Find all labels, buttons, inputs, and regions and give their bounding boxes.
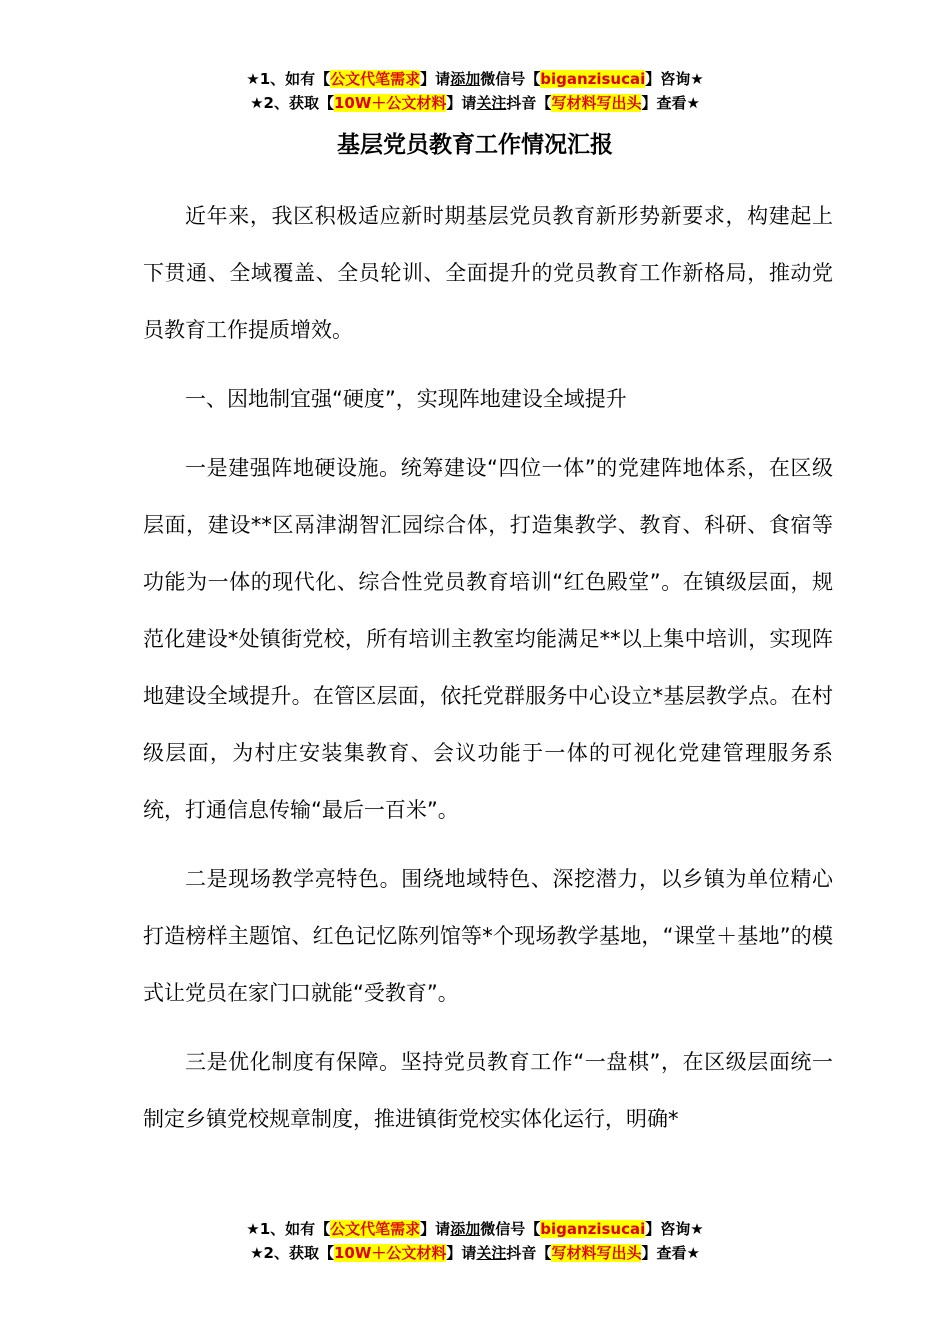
header-promo-line-2: ★2、获取【10W＋公文材料】请关注抖音【写材料写出头】查看★ <box>250 94 700 112</box>
star-icon: ★ <box>250 1244 264 1262</box>
highlight-materials: 10W＋公文材料 <box>333 1244 447 1262</box>
highlight-douyin-id: 写材料写出头 <box>551 1244 642 1262</box>
header-promo-line-1: ★1、如有【公文代笔需求】请添加微信号【biganzisucai】咨询★ <box>246 70 704 88</box>
section-heading-1: 一、因地制宜强“硬度”，实现阵地建设全域提升 <box>185 387 627 411</box>
paragraph-facilities: 一是建强阵地硬设施。统筹建设“四位一体”的党建阵地体系，在区级层面，建设**区鬲津湖智汇园综合体，打造集教学、教育、科研、食宿等功能为一体的现代化、综合性党员教育培训“红色殿堂”。在镇级层面，规范化建设*处镇街党校，所有培训主教室均能满足**以上集中培训，实现阵地建设全域提升。在管区层面，依托党群服务中心设立*基层教学点。在村级层面，为村庄安装集教育、会议功能于一体的可视化党建管理服务系统，打通信息传输“最后一百米”。 <box>143 456 833 822</box>
document-title: 基层党员教育工作情况汇报 <box>337 132 613 158</box>
highlight-ghostwriting: 公文代笔需求 <box>330 1220 421 1238</box>
highlight-ghostwriting: 公文代笔需求 <box>330 70 421 88</box>
paragraph-systems: 三是优化制度有保障。坚持党员教育工作“一盘棋”，在区级层面统一制定乡镇党校规章制度，推进镇街党校实体化运行，明确* <box>143 1050 833 1131</box>
paragraph-intro: 近年来，我区积极适应新时期基层党员教育新形势新要求，构建起上下贯通、全域覆盖、全员轮训、全面提升的党员教育工作新格局，推动党员教育工作提质增效。 <box>143 204 833 342</box>
highlight-wechat-id: biganzisucai <box>540 1220 646 1238</box>
footer-promo-line-1: ★1、如有【公文代笔需求】请添加微信号【biganzisucai】咨询★ <box>246 1220 704 1238</box>
star-icon: ★ <box>250 94 264 112</box>
header-promo <box>0 67 950 115</box>
highlight-wechat-id: biganzisucai <box>540 70 646 88</box>
document-body <box>143 188 833 1160</box>
footer-promo <box>0 1217 950 1265</box>
footer-promo-line-2: ★2、获取【10W＋公文材料】请关注抖音【写材料写出头】查看★ <box>250 1244 700 1262</box>
highlight-materials: 10W＋公文材料 <box>333 94 447 112</box>
star-icon: ★ <box>246 1220 260 1238</box>
paragraph-onsite-teaching: 二是现场教学亮特色。围绕地域特色、深挖潜力，以乡镇为单位精心打造榜样主题馆、红色记忆陈列馆等*个现场教学基地，“课堂＋基地”的模式让党员在家门口就能“受教育”。 <box>143 867 833 1005</box>
highlight-douyin-id: 写材料写出头 <box>551 94 642 112</box>
star-icon: ★ <box>246 70 260 88</box>
